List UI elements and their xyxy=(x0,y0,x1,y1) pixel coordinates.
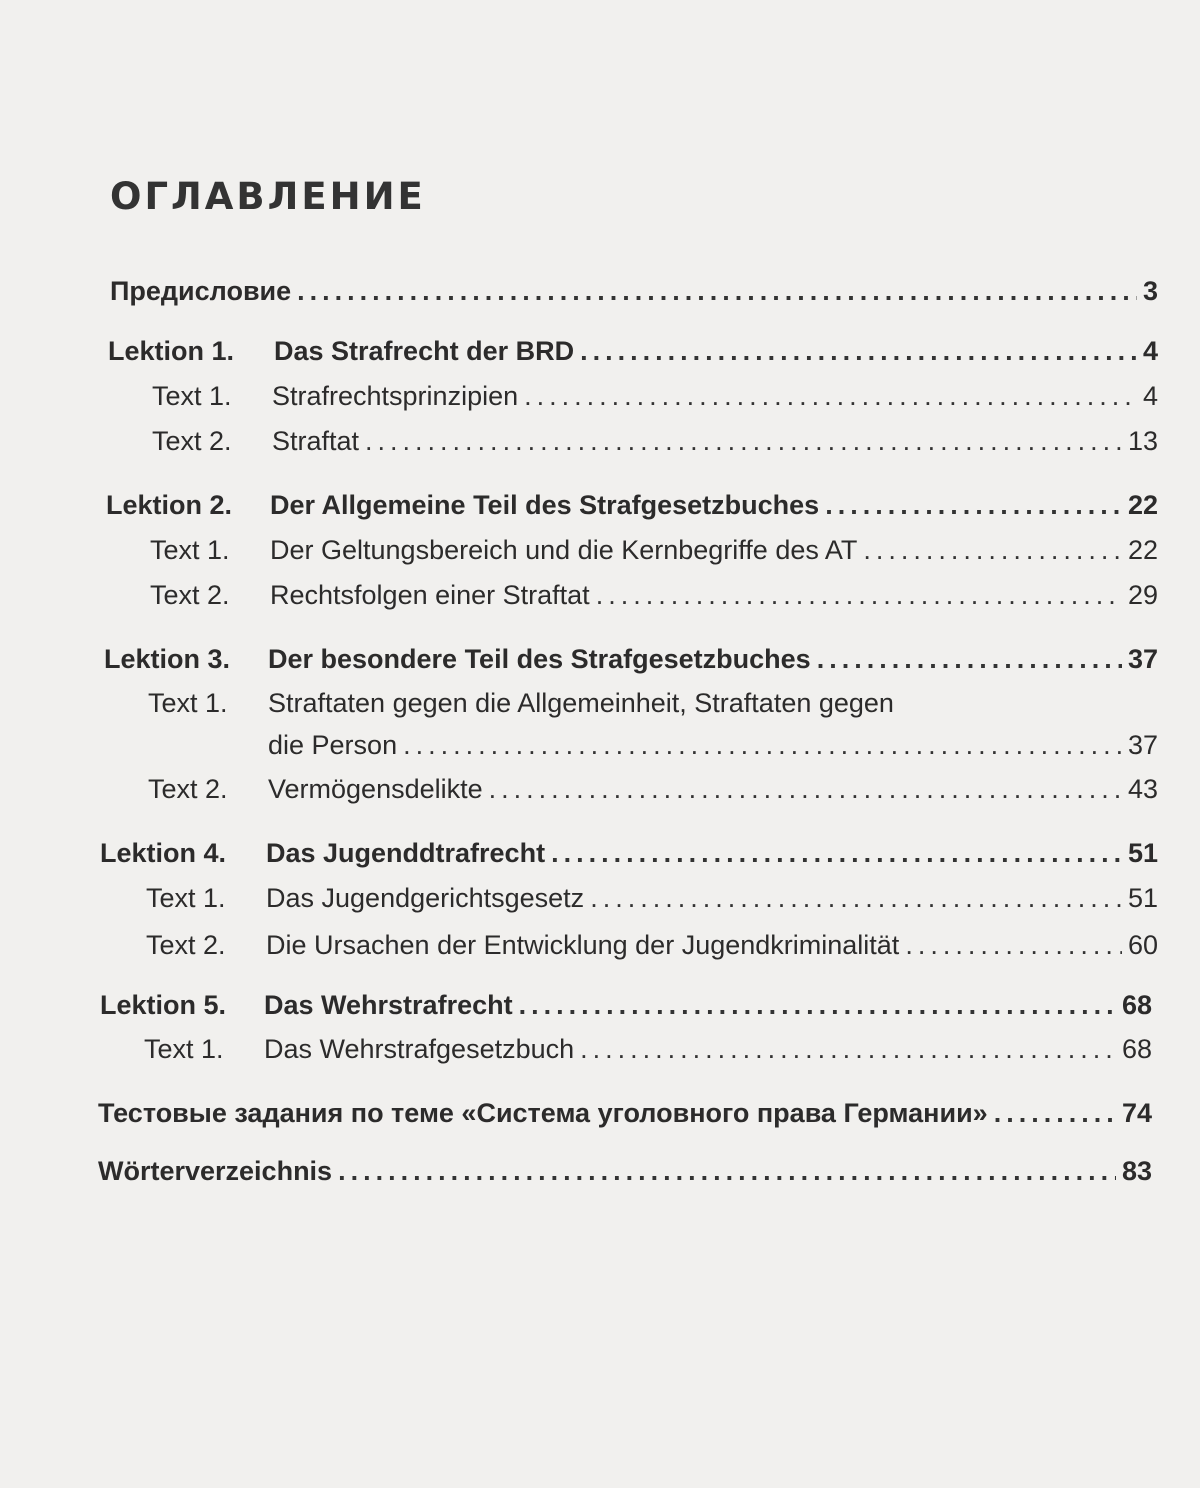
entry-page: 74 xyxy=(1121,1098,1152,1128)
dot-leader xyxy=(365,420,1122,462)
entry-title-line2: die Person xyxy=(268,730,398,760)
toc-entry-preface[interactable] xyxy=(110,270,1158,312)
entry-number: Text 1. xyxy=(150,535,230,565)
dot-leader xyxy=(551,832,1122,874)
entry-number: Lektion 3. xyxy=(104,644,231,674)
entry-number: Text 2. xyxy=(152,426,232,456)
toc-entry-lektion-1-text-1[interactable] xyxy=(152,375,1158,417)
dot-leader xyxy=(590,877,1122,919)
entry-title: Wörterverzeichnis xyxy=(98,1156,333,1186)
entry-number: Text 2. xyxy=(150,580,230,610)
entry-page: 37 xyxy=(1127,644,1158,674)
toc-entry-lektion-3-text-2[interactable] xyxy=(148,768,1158,810)
toc-entry-lektion-4-text-2[interactable] xyxy=(146,924,1158,966)
dot-leader xyxy=(297,270,1137,312)
toc-entry-lektion-1[interactable] xyxy=(108,330,1158,372)
dot-leader xyxy=(403,724,1122,766)
entry-page: 37 xyxy=(1127,730,1158,760)
entry-title: Der Geltungsbereich und die Kernbegriffe des AT xyxy=(270,535,858,565)
toc-entry-lektion-3-text-1-line1[interactable] xyxy=(148,682,1158,724)
entry-number: Text 1. xyxy=(148,688,228,718)
entry-page: 60 xyxy=(1127,930,1158,960)
dot-leader xyxy=(489,768,1122,810)
entry-title: Das Jugenddtrafrecht xyxy=(266,838,546,868)
dot-leader xyxy=(825,484,1122,526)
dot-leader xyxy=(863,529,1122,571)
dot-leader xyxy=(817,638,1122,680)
dot-leader xyxy=(524,375,1137,417)
entry-title: Предисловие xyxy=(110,276,292,306)
entry-title: Strafrechtsprinzipien xyxy=(272,381,519,411)
entry-title: Der besondere Teil des Strafgesetzbuches xyxy=(268,644,811,674)
entry-number: Text 2. xyxy=(146,930,226,960)
entry-title: Der Allgemeine Teil des Strafgesetzbuches xyxy=(270,490,820,520)
toc-entry-lektion-1-text-2[interactable] xyxy=(152,420,1158,462)
entry-title-line1: Straftaten gegen die Allgemeinheit, Straftaten gegen xyxy=(268,688,894,718)
dot-leader xyxy=(905,924,1122,966)
entry-number: Lektion 2. xyxy=(106,490,233,520)
entry-title: Тестовые задания по теме «Система уголовного права Германии» xyxy=(98,1098,988,1128)
entry-page: 3 xyxy=(1142,276,1158,306)
entry-page: 68 xyxy=(1121,1034,1152,1064)
dot-leader xyxy=(580,1028,1116,1070)
dot-leader xyxy=(519,984,1116,1026)
entry-number: Text 1. xyxy=(146,883,226,913)
toc-entry-lektion-2-text-2[interactable] xyxy=(150,574,1158,616)
toc-entry-lektion-4-text-1[interactable] xyxy=(146,877,1158,919)
entry-number: Lektion 5. xyxy=(100,990,227,1020)
entry-number: Text 1. xyxy=(152,381,232,411)
entry-page: 68 xyxy=(1121,990,1152,1020)
dot-leader xyxy=(994,1092,1116,1134)
entry-number: Text 1. xyxy=(144,1034,224,1064)
toc-entry-lektion-5[interactable] xyxy=(100,984,1152,1026)
entry-title: Straftat xyxy=(272,426,360,456)
dot-leader xyxy=(580,330,1137,372)
toc-entry-lektion-3-text-1-line2[interactable] xyxy=(268,724,1158,766)
entry-number: Lektion 4. xyxy=(100,838,227,868)
entry-page: 4 xyxy=(1142,381,1158,411)
page-title: ОГЛАВЛЕНИЕ xyxy=(110,175,426,218)
entry-title: Rechtsfolgen einer Straftat xyxy=(270,580,590,610)
entry-page: 22 xyxy=(1127,490,1158,520)
entry-page: 51 xyxy=(1127,838,1158,868)
toc-entry-lektion-4[interactable] xyxy=(100,832,1158,874)
toc-entry-tests[interactable] xyxy=(98,1092,1152,1134)
entry-title: Das Wehrstrafrecht xyxy=(264,990,513,1020)
toc-entry-lektion-2[interactable] xyxy=(106,484,1158,526)
toc-entry-lektion-3[interactable] xyxy=(104,638,1158,680)
entry-page: 22 xyxy=(1127,535,1158,565)
dot-leader xyxy=(338,1150,1116,1192)
toc-entry-lektion-2-text-1[interactable] xyxy=(150,529,1158,571)
toc-entry-lektion-5-text-1[interactable] xyxy=(144,1028,1152,1070)
entry-title: Das Wehrstrafgesetzbuch xyxy=(264,1034,575,1064)
entry-title: Das Strafrecht der BRD xyxy=(274,336,575,366)
entry-page: 51 xyxy=(1127,883,1158,913)
entry-page: 83 xyxy=(1121,1156,1152,1186)
entry-number: Text 2. xyxy=(148,774,228,804)
entry-page: 43 xyxy=(1127,774,1158,804)
toc-entry-glossary[interactable] xyxy=(98,1150,1152,1192)
entry-title: Vermögensdelikte xyxy=(268,774,483,804)
entry-page: 29 xyxy=(1127,580,1158,610)
entry-number: Lektion 1. xyxy=(108,336,235,366)
entry-title: Das Jugendgerichtsgesetz xyxy=(266,883,585,913)
dot-leader xyxy=(596,574,1122,616)
entry-page: 4 xyxy=(1142,336,1158,366)
entry-page: 13 xyxy=(1127,426,1158,456)
entry-title: Die Ursachen der Entwicklung der Jugendkriminalität xyxy=(266,930,900,960)
